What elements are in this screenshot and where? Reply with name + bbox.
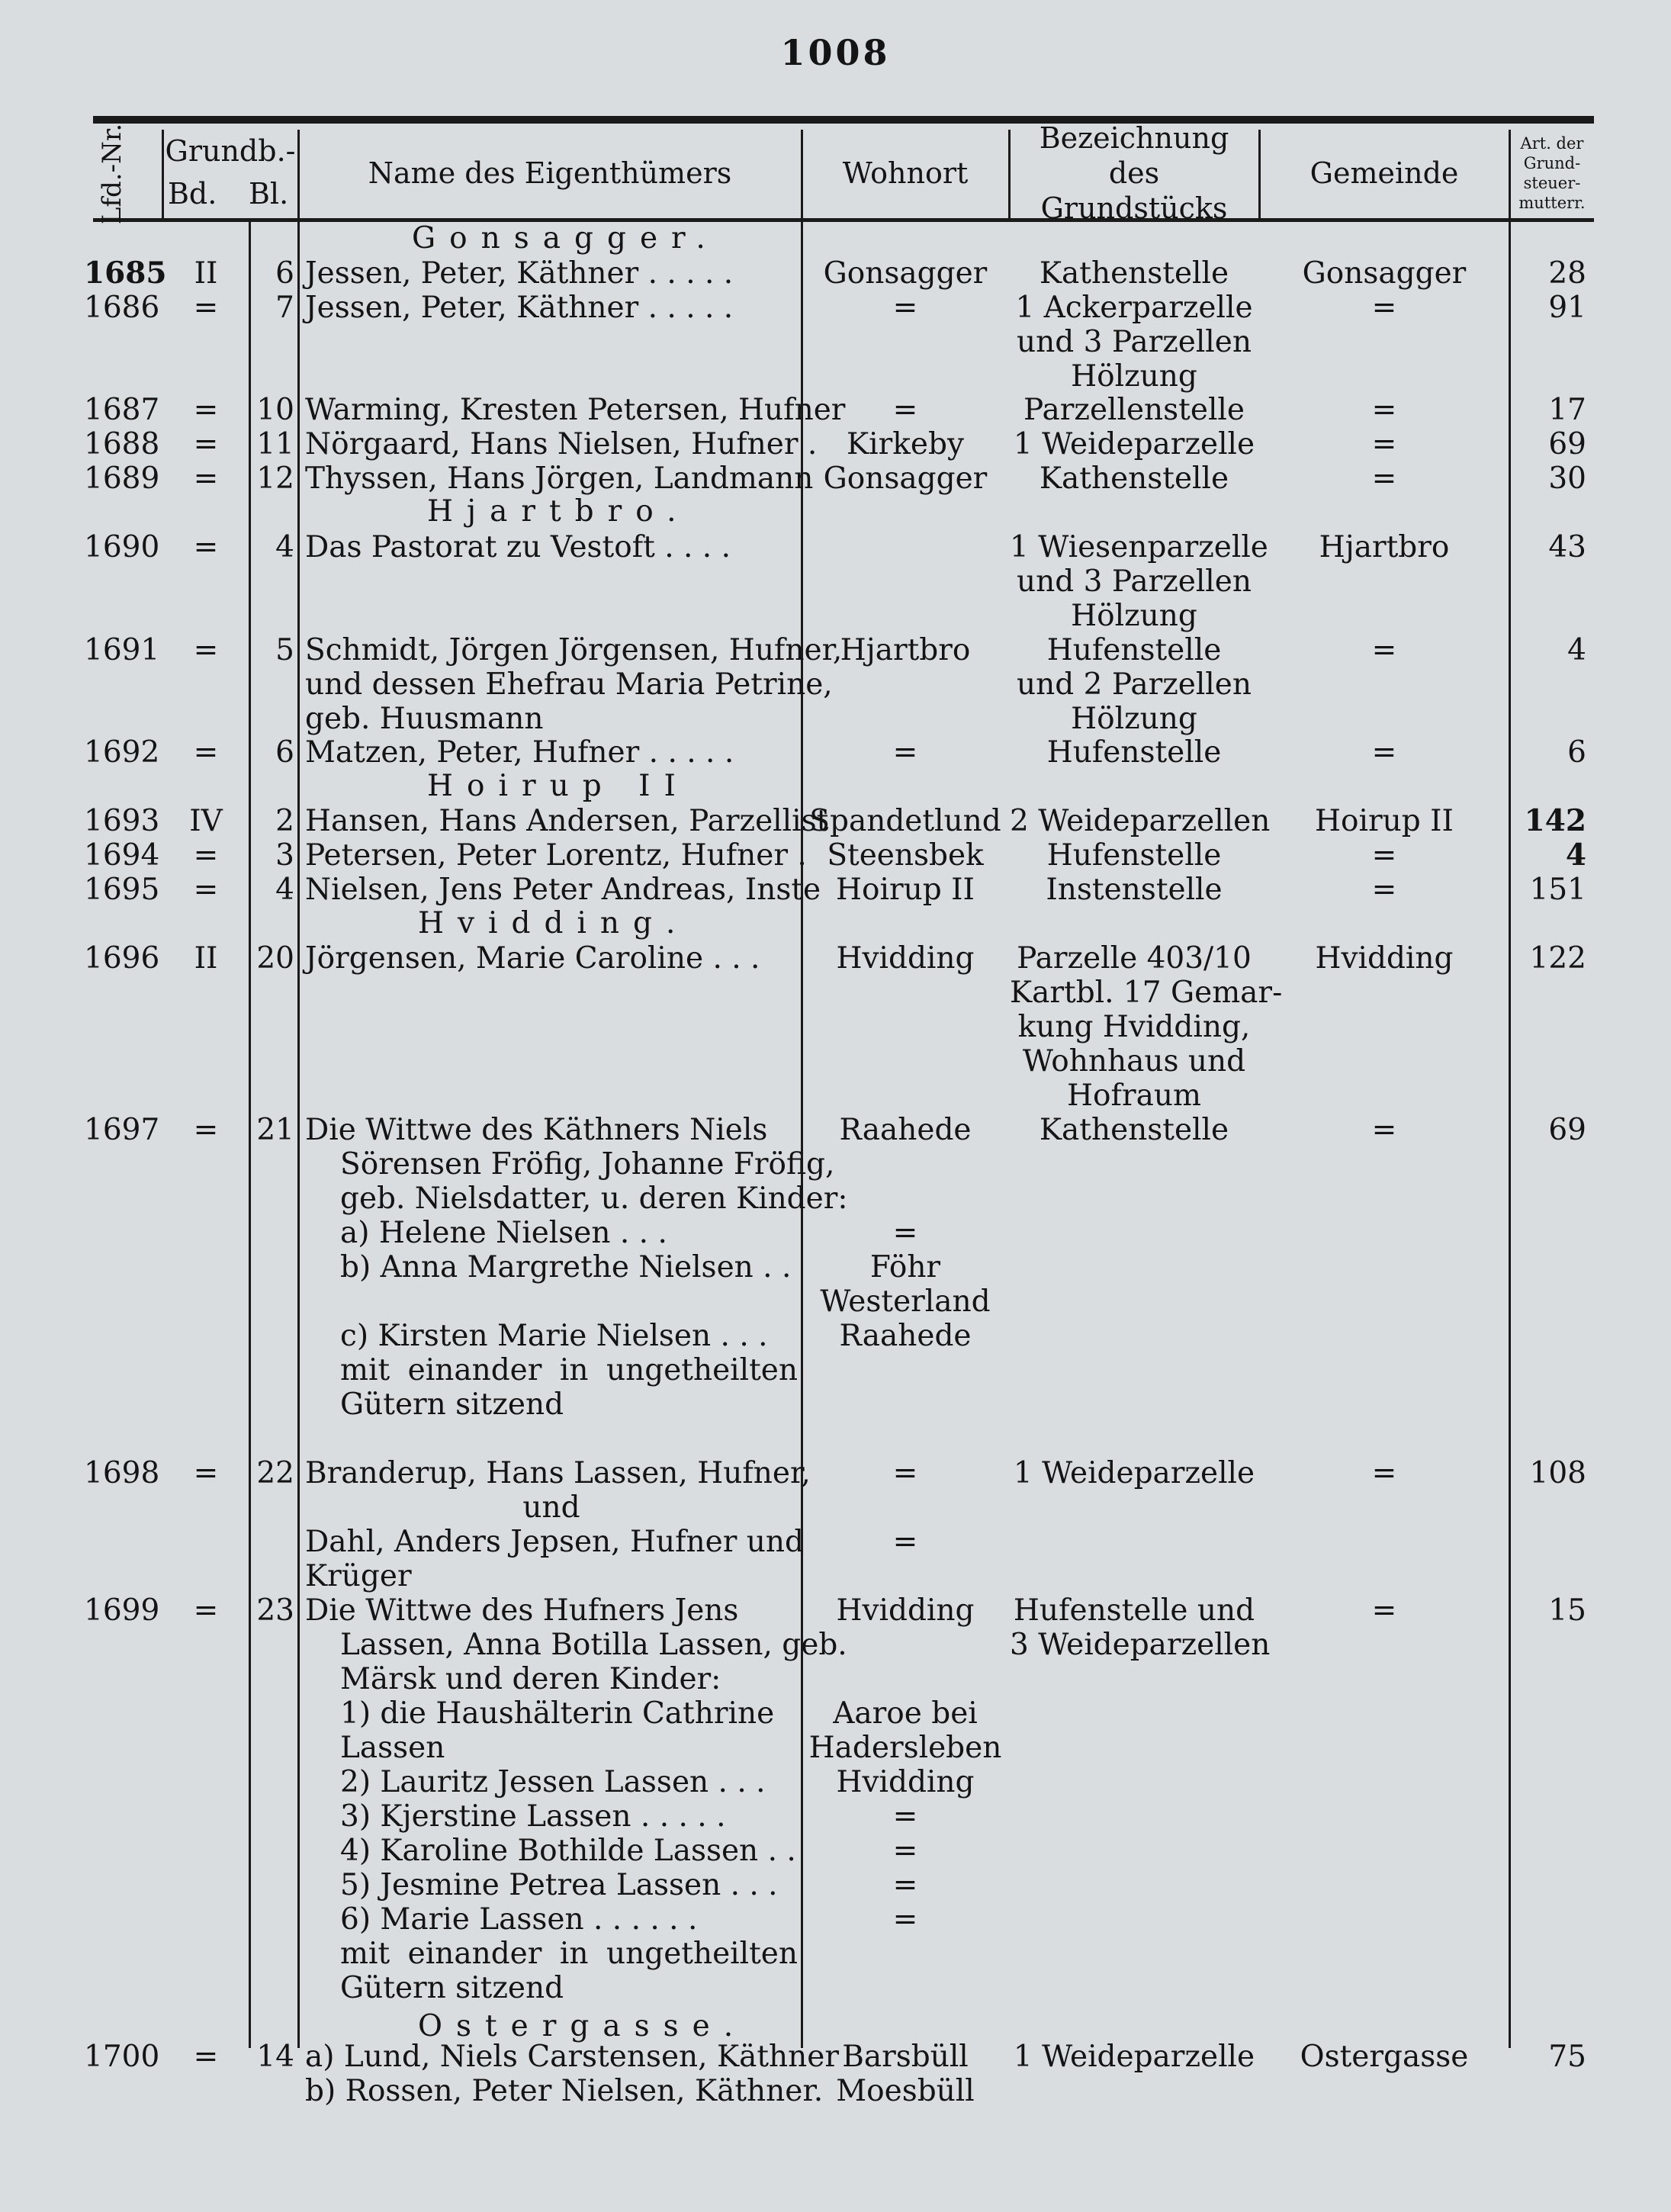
row-bezeichnung: Hufenstelle <box>1046 838 1222 873</box>
row-name: und <box>522 1490 580 1525</box>
row-bezeichnung: Instenstelle <box>1046 873 1223 907</box>
row-wohnort: Hvidding <box>836 1765 975 1799</box>
row-bezeichnung: Hufenstelle <box>1046 735 1222 770</box>
row-nr: 1692 <box>84 735 160 770</box>
row-bezeichnung: 2 Weideparzellen <box>1010 804 1271 838</box>
row-name: Die Wittwe des Käthners Niels <box>305 1113 768 1147</box>
row-gemeinde: = <box>1371 873 1397 907</box>
row-gemeinde: = <box>1371 1593 1397 1628</box>
header-bl: Bl. <box>249 177 289 211</box>
row-name: geb. Nielsdatter, u. deren Kinder: <box>340 1182 848 1216</box>
row-bezeichnung: Kartbl. 17 Gemar- <box>1010 976 1283 1010</box>
row-nr: 1694 <box>84 838 160 873</box>
row-nr: 1691 <box>84 633 160 667</box>
row-nr: 1699 <box>84 1593 160 1628</box>
row-gemeinde: Ostergasse <box>1300 2040 1469 2074</box>
row-nr: 1687 <box>84 393 160 427</box>
row-bl: 11 <box>256 427 294 461</box>
row-art: 43 <box>1548 530 1586 564</box>
row-wohnort: = <box>892 1834 918 1868</box>
row-name: c) Kirsten Marie Nielsen . . . <box>340 1319 768 1353</box>
row-nr: 1698 <box>84 1456 160 1490</box>
row-bezeichnung: und 3 Parzellen <box>1017 564 1252 599</box>
row-bd: II <box>194 941 218 976</box>
row-bezeichnung: Wohnhaus und <box>1022 1044 1246 1079</box>
row-name: Warming, Kresten Petersen, Hufner <box>305 393 846 427</box>
row-art: 75 <box>1548 2040 1586 2074</box>
row-art: 15 <box>1548 1593 1586 1628</box>
row-gemeinde: = <box>1371 633 1397 667</box>
row-name: mit einander in ungetheilten <box>340 1353 798 1387</box>
row-bezeichnung: 1 Weideparzelle <box>1013 2040 1255 2074</box>
row-gemeinde: Hjartbro <box>1319 530 1450 564</box>
row-name: 2) Lauritz Jessen Lassen . . . <box>340 1765 766 1799</box>
row-bezeichnung: 1 Ackerparzelle <box>1015 291 1253 325</box>
row-gemeinde: Hvidding <box>1315 941 1454 976</box>
row-bl: 12 <box>256 461 294 496</box>
row-nr: 1693 <box>84 804 160 838</box>
row-art: 4 <box>1567 633 1586 667</box>
row-bl: 2 <box>275 804 294 838</box>
top-rule <box>93 116 1594 124</box>
row-bd: II <box>194 256 218 291</box>
row-bezeichnung: Kathenstelle <box>1039 461 1229 496</box>
row-wohnort: Raahede <box>839 1319 972 1353</box>
row-wohnort: = <box>892 393 918 427</box>
row-name: Lassen <box>340 1731 445 1765</box>
row-bezeichnung: 1 Wiesenparzelle <box>1010 530 1268 564</box>
row-bd: = <box>193 1593 219 1628</box>
row-bd: = <box>193 1456 219 1490</box>
row-name: 5) Jesmine Petrea Lassen . . . <box>340 1868 778 1902</box>
row-bezeichnung: Kathenstelle <box>1039 1113 1229 1147</box>
row-bl: 6 <box>275 735 294 770</box>
section-heading: Ostergasse. <box>418 2009 747 2043</box>
row-wohnort: Spandetlund <box>809 804 1001 838</box>
row-art: 69 <box>1548 1113 1586 1147</box>
row-wohnort: = <box>892 1216 918 1250</box>
row-gemeinde: = <box>1371 735 1397 770</box>
row-wohnort: Hjartbro <box>840 633 971 667</box>
row-name: Gütern sitzend <box>340 1971 564 2005</box>
row-wohnort: Raahede <box>839 1113 972 1147</box>
header-name: Name des Eigenthümers <box>368 156 732 190</box>
row-bezeichnung: Hölzung <box>1071 702 1197 736</box>
section-heading: Hoirup II <box>427 769 689 803</box>
header-wohnort: Wohnort <box>842 156 969 190</box>
row-gemeinde: = <box>1371 1456 1397 1490</box>
header-rule <box>93 218 1594 222</box>
row-nr: 1696 <box>84 941 160 976</box>
row-art: 151 <box>1529 873 1586 907</box>
row-bezeichnung: Hufenstelle und <box>1013 1593 1255 1628</box>
row-bd: = <box>193 291 219 325</box>
section-heading: Hvidding. <box>418 906 689 940</box>
row-name: Jessen, Peter, Käthner . . . . . <box>305 256 734 291</box>
row-gemeinde: Hoirup II <box>1315 804 1454 838</box>
row-name: Märsk und deren Kinder: <box>340 1662 721 1696</box>
row-wohnort: Barsbüll <box>842 2040 969 2074</box>
row-gemeinde: = <box>1371 461 1397 496</box>
row-name: Lassen, Anna Botilla Lassen, geb. <box>340 1628 847 1662</box>
row-wohnort: = <box>892 1868 918 1902</box>
row-bezeichnung: 1 Weideparzelle <box>1013 427 1255 461</box>
row-wohnort: = <box>892 1799 918 1834</box>
row-nr: 1700 <box>84 2040 160 2074</box>
row-wohnort: Hadersleben <box>808 1731 1002 1765</box>
row-bd: = <box>193 427 219 461</box>
row-bl: 10 <box>256 393 294 427</box>
row-name: Petersen, Peter Lorentz, Hufner . <box>305 838 807 873</box>
row-bd: = <box>193 838 219 873</box>
row-name: 3) Kjerstine Lassen . . . . . <box>340 1799 726 1834</box>
row-bezeichnung: Hufenstelle <box>1046 633 1222 667</box>
row-nr: 1686 <box>84 291 160 325</box>
row-bezeichnung: Parzelle 403/10 <box>1017 941 1252 976</box>
row-gemeinde: = <box>1371 838 1397 873</box>
row-bl: 20 <box>256 941 294 976</box>
row-art: 122 <box>1529 941 1586 976</box>
header-gemeinde: Gemeinde <box>1309 156 1459 190</box>
row-wohnort: Hvidding <box>836 1593 975 1628</box>
row-gemeinde: = <box>1371 1113 1397 1147</box>
row-nr: 1695 <box>84 873 160 907</box>
row-name: b) Rossen, Peter Nielsen, Käthner. <box>305 2074 824 2108</box>
row-wohnort: = <box>892 1525 918 1559</box>
row-name: und dessen Ehefrau Maria Petrine, <box>305 667 833 702</box>
row-name: Jörgensen, Marie Caroline . . . <box>305 941 760 976</box>
row-name: Krüger <box>305 1559 412 1593</box>
row-art: 108 <box>1529 1456 1586 1490</box>
row-bezeichnung: Parzellenstelle <box>1023 393 1245 427</box>
row-bezeichnung: Hölzung <box>1071 359 1197 394</box>
row-name: Schmidt, Jörgen Jörgensen, Hufner, <box>305 633 843 667</box>
header-grundbuch: Grundb.- <box>165 134 296 168</box>
row-art: 142 <box>1524 803 1586 838</box>
row-name: Dahl, Anders Jepsen, Hufner und <box>305 1525 804 1559</box>
row-wohnort: Aaroe bei <box>833 1696 978 1731</box>
row-wohnort: Kirkeby <box>847 427 964 461</box>
row-bl: 7 <box>275 291 294 325</box>
row-wohnort: = <box>892 291 918 325</box>
row-wohnort: Hvidding <box>836 941 975 976</box>
row-bl: 3 <box>275 838 294 873</box>
row-name: Die Wittwe des Hufners Jens <box>305 1593 739 1628</box>
row-bl: 22 <box>256 1456 294 1490</box>
row-name: mit einander in ungetheilten <box>340 1937 798 1971</box>
column-divider <box>249 221 251 2048</box>
row-bl: 5 <box>275 633 294 667</box>
row-wohnort: = <box>892 1456 918 1490</box>
section-heading: Hjartbro. <box>427 494 690 529</box>
row-bezeichnung: und 3 Parzellen <box>1017 325 1252 359</box>
row-nr: 1688 <box>84 427 160 461</box>
row-name: b) Anna Margrethe Nielsen . . <box>340 1250 792 1284</box>
row-nr: 1689 <box>84 461 160 496</box>
header-art: Art. der Grund- steuer- mutterr. <box>1518 134 1586 212</box>
row-name: a) Lund, Niels Carstensen, Käthner <box>305 2040 839 2074</box>
row-wohnort: = <box>892 1902 918 1937</box>
row-bl: 21 <box>256 1113 294 1147</box>
row-art: 6 <box>1567 735 1586 770</box>
row-wohnort: Föhr <box>869 1250 941 1284</box>
row-bd: = <box>193 393 219 427</box>
row-bezeichnung: kung Hvidding, <box>1017 1010 1251 1044</box>
row-name: a) Helene Nielsen . . . <box>340 1216 667 1250</box>
row-gemeinde: = <box>1371 393 1397 427</box>
row-art: 28 <box>1548 256 1586 291</box>
row-wohnort: Gonsagger <box>823 461 988 496</box>
row-name: Gütern sitzend <box>340 1387 564 1422</box>
row-bl: 14 <box>256 2040 294 2074</box>
row-name: Jessen, Peter, Käthner . . . . . <box>305 291 734 325</box>
row-nr: 1697 <box>84 1113 160 1147</box>
row-bd: = <box>193 873 219 907</box>
row-wohnort: Westerland <box>820 1284 991 1319</box>
row-name: Matzen, Peter, Hufner . . . . . <box>305 735 734 770</box>
row-bezeichnung: 3 Weideparzellen <box>1010 1628 1271 1662</box>
row-wohnort: Moesbüll <box>836 2074 975 2108</box>
page-number: 1008 <box>780 32 891 73</box>
row-bl: 4 <box>275 873 294 907</box>
row-gemeinde: = <box>1371 427 1397 461</box>
row-art: 4 <box>1565 838 1586 873</box>
header-bezeichnung: Bezeichnung des Grundstücks <box>1039 121 1229 225</box>
row-bd: = <box>193 633 219 667</box>
row-name: Nörgaard, Hans Nielsen, Hufner . <box>305 427 818 461</box>
row-art: 91 <box>1548 291 1586 325</box>
row-bd: = <box>193 530 219 564</box>
row-name: geb. Huusmann <box>305 702 544 736</box>
row-name: Nielsen, Jens Peter Andreas, Inste <box>305 873 821 907</box>
row-art: 69 <box>1548 427 1586 461</box>
row-bd: = <box>193 461 219 496</box>
row-wohnort: Steensbek <box>827 838 984 873</box>
row-bl: 23 <box>256 1593 294 1628</box>
row-wohnort: Gonsagger <box>823 256 988 291</box>
row-wohnort: Hoirup II <box>836 873 975 907</box>
column-divider <box>297 130 300 2048</box>
row-name: Sörensen Fröfig, Johanne Fröfig, <box>340 1147 835 1182</box>
row-bezeichnung: Hofraum <box>1067 1079 1201 1113</box>
row-bezeichnung: 1 Weideparzelle <box>1013 1456 1255 1490</box>
row-nr: 1685 <box>84 256 167 291</box>
header-nr: Lfd.-Nr. <box>97 123 127 225</box>
row-gemeinde: Gonsagger <box>1302 256 1467 291</box>
row-bd: = <box>193 735 219 770</box>
row-nr: 1690 <box>84 530 160 564</box>
row-bl: 6 <box>275 256 294 291</box>
row-gemeinde: = <box>1371 291 1397 325</box>
row-name: 1) die Haushälterin Cathrine <box>340 1696 775 1731</box>
row-name: 4) Karoline Bothilde Lassen . . <box>340 1834 796 1868</box>
row-wohnort: = <box>892 735 918 770</box>
row-art: 17 <box>1548 393 1586 427</box>
row-bl: 4 <box>275 530 294 564</box>
row-name: Das Pastorat zu Vestoft . . . . <box>305 530 731 564</box>
row-bd: IV <box>189 804 223 838</box>
row-bd: = <box>193 2040 219 2074</box>
row-bd: = <box>193 1113 219 1147</box>
row-art: 30 <box>1548 461 1586 496</box>
row-bezeichnung: Hölzung <box>1071 599 1197 633</box>
section-heading: Gonsagger. <box>412 221 719 256</box>
row-name: Branderup, Hans Lassen, Hufner, <box>305 1456 811 1490</box>
row-name: Thyssen, Hans Jörgen, Landmann <box>305 461 814 496</box>
row-bezeichnung: Kathenstelle <box>1039 256 1229 291</box>
row-name: Hansen, Hans Andersen, Parzellist <box>305 804 829 838</box>
row-name: 6) Marie Lassen . . . . . . <box>340 1902 698 1937</box>
row-bezeichnung: und 2 Parzellen <box>1017 667 1252 702</box>
header-bd: Bd. <box>168 177 217 211</box>
